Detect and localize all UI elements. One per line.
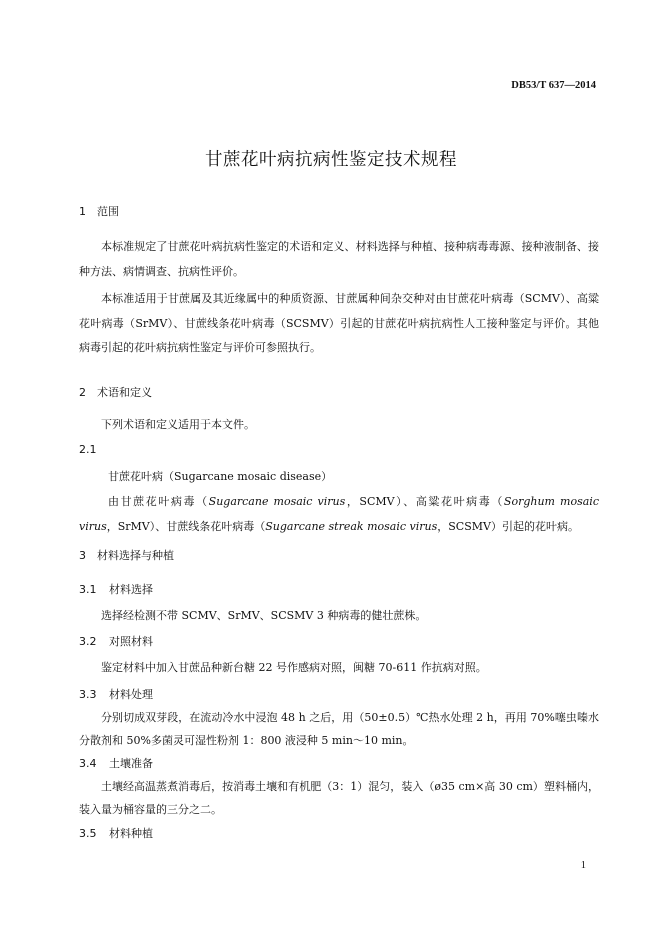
subsection-3-3-heading: 3.3 材料处理: [79, 688, 153, 701]
section-number: 2: [79, 386, 86, 399]
term-number: 2.1: [79, 443, 97, 456]
section-number: 3: [79, 549, 86, 562]
section-title: 材料选择与种植: [97, 549, 174, 562]
section-title: 范围: [97, 205, 119, 218]
subsection-3-2-heading: 3.2 对照材料: [79, 635, 153, 648]
term-name: 甘蔗花叶病: [108, 470, 163, 483]
page-title: 甘蔗花叶病抗病性鉴定技术规程: [205, 150, 457, 170]
section-3-heading: [79, 547, 174, 563]
subsection-3-5-heading: 3.5 材料种植: [79, 827, 153, 840]
subsection-3-4-text: 土壤经高温蒸煮消毒后，按消毒土壤和有机肥（3：1）混匀，装入（ø35 cm×高 30 cm）塑料桶内，装入量为桶容量的三分之二。: [79, 780, 599, 816]
subsection-3-1-text: 选择经检测不带 SCMV、SrMV、SCSMV 3 种病毒的健壮蔗株。: [101, 609, 427, 622]
scope-paragraph-2: 本标准适用于甘蔗属及其近缘属中的种质资源、甘蔗属种间杂交种对由甘蔗花叶病毒（SCMV）、高粱花叶病毒（SrMV）、甘蔗线条花叶病毒（SCSMV）引起的甘蔗花叶病抗病性人工接种鉴定与评价。其他病毒引起的花叶病抗病性鉴定与评价可参照执行。: [79, 292, 599, 354]
term-english-name: （Sugarcane mosaic disease）: [163, 470, 333, 483]
subsection-3-1-heading: 3.1 材料选择: [79, 583, 153, 596]
page-number: 1: [580, 860, 586, 871]
term-definition: 由甘蔗花叶病毒（Sugarcane mosaic virus，SCMV）、高粱花叶病毒（Sorghum mosaic virus，SrMV）、甘蔗线条花叶病毒（Sugarcane streak mosaic virus，SCSMV）引起的花叶病。: [79, 495, 599, 533]
subsection-3-3-text: 分别切成双芽段，在流动冷水中浸泡 48 h 之后，用（50±0.5）℃热水处理 2 h，再用 70%噻虫嗪水分散剂和 50%多菌灵可湿性粉剂 1：800 液浸种 5 min～10 min。: [79, 711, 599, 747]
document-code: DB53/T 637—2014: [511, 80, 596, 91]
subsection-3-4-heading: 3.4 土壤准备: [79, 757, 153, 770]
section-title: 术语和定义: [97, 386, 152, 399]
scope-paragraph-1: 本标准规定了甘蔗花叶病抗病性鉴定的术语和定义、材料选择与种植、接种病毒毒源、接种液制备、接种方法、病情调查、抗病性评价。: [79, 240, 599, 278]
section-1-heading: [79, 203, 119, 219]
terms-intro: 下列术语和定义适用于本文件。: [101, 418, 255, 431]
subsection-3-2-text: 鉴定材料中加入甘蔗品种新台糖 22 号作感病对照，闽糖 70-611 作抗病对照。: [101, 661, 487, 674]
term-entry: [108, 468, 332, 484]
section-number: 1: [79, 205, 86, 218]
section-2-heading: [79, 384, 152, 400]
